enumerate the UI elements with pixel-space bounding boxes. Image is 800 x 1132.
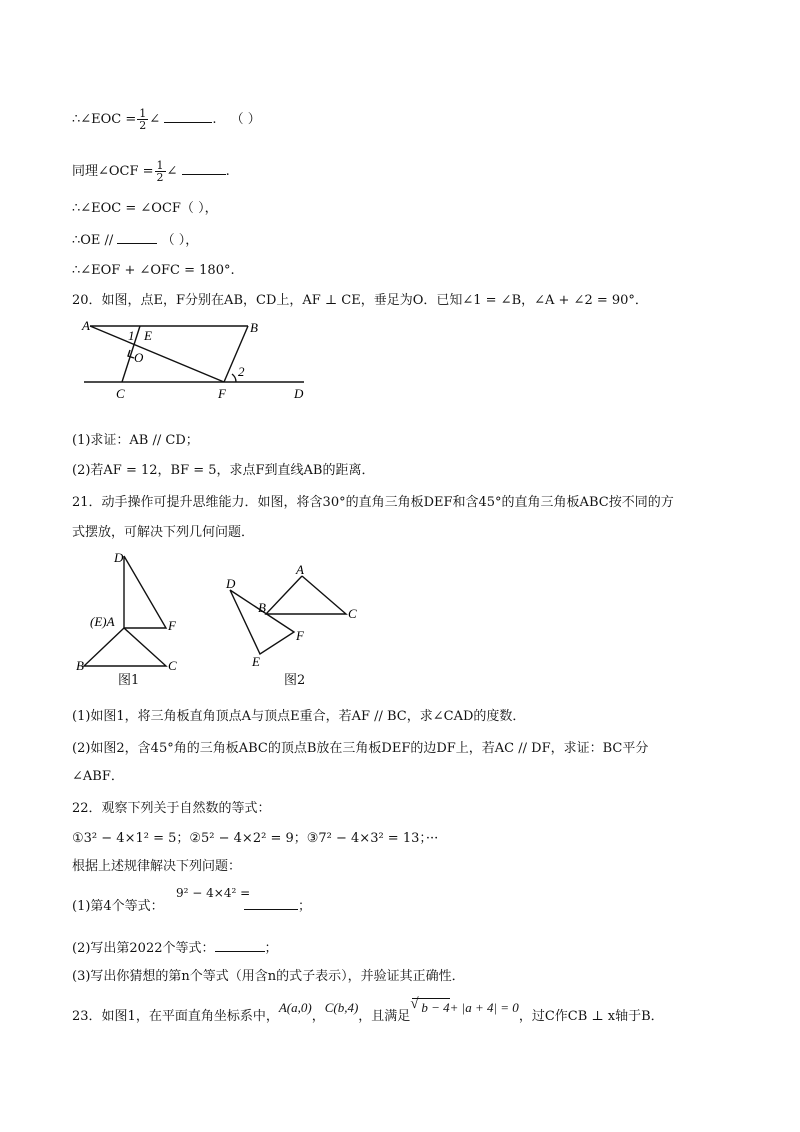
q20-part2: (2)若AF = 12，BF = 5，求点F到直线AB的距离． (72, 463, 375, 478)
q20-part1: (1)求证：AB // CD； (72, 433, 199, 448)
label-B: B (250, 320, 258, 335)
proof-line-4 (72, 232, 198, 250)
proof-line-2-post: ∠ (166, 164, 178, 179)
q21-figure-2 (222, 562, 372, 672)
reason-paren: （ ） (230, 112, 261, 127)
q22-part1 (72, 898, 164, 916)
q22-part1-pre: (1)第4个等式： (72, 899, 164, 914)
point-A: A(a,0) (278, 1000, 312, 1015)
q22-rule: 根据上述规律解决下列问题： (72, 859, 242, 874)
answer-blank[interactable] (182, 174, 226, 175)
triangle-ABC (84, 628, 166, 666)
q22-part1-tail: ； (298, 899, 312, 914)
proof-line-3 (72, 200, 218, 218)
label-A: A (296, 562, 304, 577)
reason-paren: （ ）， (161, 233, 199, 248)
label-A: A (82, 318, 90, 333)
fraction-den: 2 (139, 119, 147, 132)
proof-line-3-text: ∴∠EOC = ∠OCF（ ）， (72, 201, 218, 216)
point-C: C(b,4) (324, 1000, 359, 1015)
q22-part3: (3)写出你猜想的第n个等式（用含n的式子表示），并验证其正确性． (72, 969, 465, 984)
label-F: F (218, 386, 226, 401)
q21-stem-line1: 21．动手操作可提升思维能力．如图，将含30°的直角三角板DEF和含45°的直角三角板ABC按不同的方 (72, 495, 674, 510)
proof-line-1-post: ∠ (149, 112, 161, 127)
label-D: D (294, 386, 304, 401)
label-E: E (252, 654, 260, 669)
q21-part2-line1: (2)如图2，含45°角的三角板ABC的顶点B放在三角板DEF的边DF上，若AC // DF，求证：BC平分 (72, 741, 649, 756)
abs-expression: + |a + 4| = 0 (449, 1000, 519, 1015)
fraction-den: 2 (156, 171, 164, 184)
label-C: C (168, 658, 177, 673)
proof-line-2-pre: 同理∠OCF = (72, 164, 154, 179)
q22-part1-expr: 9² − 4×4² = (176, 886, 251, 900)
label-E: E (144, 328, 152, 343)
triangle-DEF (124, 556, 166, 628)
fig1-caption: 图1 (118, 673, 140, 688)
proof-line-2-tail: . (225, 164, 230, 179)
label-angle-1: 1 (128, 328, 135, 343)
label-F: F (296, 628, 304, 643)
fraction (137, 108, 148, 131)
fig2-caption: 图2 (284, 673, 306, 688)
q23-mid: ，且满足 (358, 1009, 411, 1024)
q22-equations: ①3² − 4×1² = 5；②5² − 4×2² = 9；③7² − 4×3² = 13；··· (72, 831, 439, 846)
sqrt-expression: √ b − 4 (412, 998, 449, 1017)
label-B: B (258, 600, 266, 615)
answer-blank[interactable] (164, 122, 212, 123)
label-B: B (76, 658, 84, 673)
fraction-num: 1 (156, 159, 164, 172)
q22-part2-pre: (2)写出第2022个等式： (72, 941, 215, 956)
q20-stem: 20．如图，点E，F分别在AB，CD上，AF ⊥ CE，垂足为O．已知∠1 = ∠B，∠A + ∠2 = 90°． (72, 293, 648, 308)
label-O: O (134, 350, 144, 365)
q23-pre: 23．如图1，在平面直角坐标系中， (72, 1009, 279, 1024)
label-C: C (348, 606, 357, 621)
proof-line-5-text: ∴∠EOF + ∠OFC = 180°. (72, 263, 235, 278)
q23-stem (72, 1000, 664, 1026)
label-D: D (114, 550, 124, 565)
proof-line-5 (72, 262, 235, 280)
proof-line-4-pre: ∴OE // (72, 233, 114, 248)
triangle-ABC (266, 576, 346, 614)
label-F: F (168, 618, 176, 633)
label-EA: (E)A (90, 614, 115, 629)
label-C: C (116, 386, 125, 401)
proof-line-1-pre: ∴∠EOC = (72, 112, 137, 127)
answer-blank[interactable] (244, 909, 298, 910)
q22-stem: 22．观察下列关于自然数的等式： (72, 801, 271, 816)
q21-figure-1 (76, 548, 200, 688)
answer-blank[interactable] (117, 243, 157, 244)
label-D: D (226, 576, 236, 591)
fraction-num: 1 (139, 107, 147, 120)
answer-blank[interactable] (215, 951, 265, 952)
q22-part2 (72, 940, 278, 958)
fraction (155, 160, 166, 183)
q23-post: ，过C作CB ⊥ x轴于B． (518, 1009, 664, 1024)
angle-2-arc (232, 374, 236, 382)
q23-sep: ， (311, 1009, 325, 1024)
q22-part2-tail: ； (264, 941, 278, 956)
proof-line-2 (72, 160, 230, 183)
label-angle-2: 2 (238, 364, 245, 379)
q22-part1-answer (244, 898, 311, 916)
segment-AF (90, 326, 224, 382)
q20-figure (76, 312, 336, 404)
q21-part1: (1)如图1，将三角板直角顶点A与顶点E重合，若AF // BC，求∠CAD的度数． (72, 709, 526, 724)
proof-line-1-tail: . (212, 112, 217, 127)
q21-part2-line2: ∠ABF． (72, 769, 124, 784)
q21-stem-line2: 式摆放，可解决下列几何问题． (72, 525, 255, 540)
proof-line-1 (72, 108, 261, 131)
